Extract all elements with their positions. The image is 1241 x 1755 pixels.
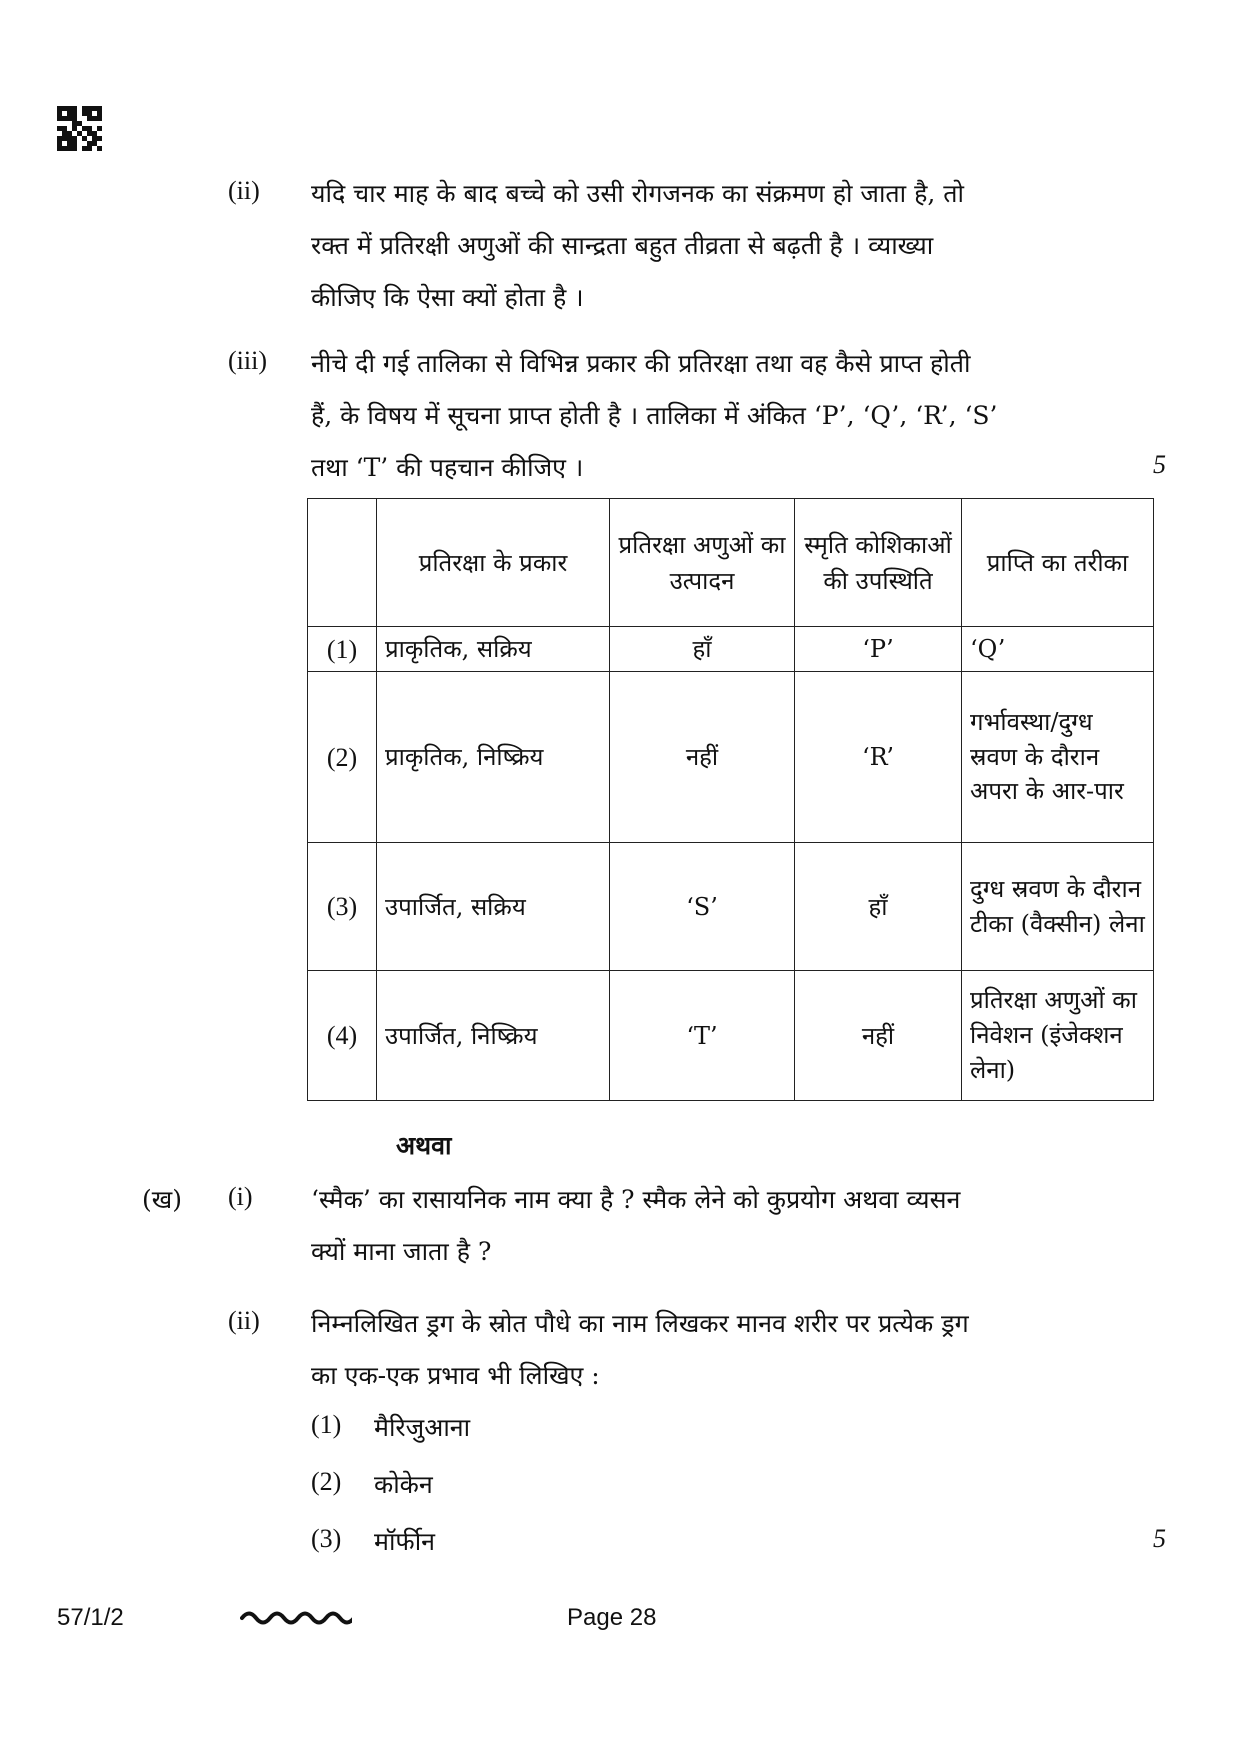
table-cell-type: उपार्जित, सक्रिय [377, 843, 610, 971]
table-cell-type: प्राकृतिक, सक्रिय [377, 627, 610, 672]
table-cell-method: ‘Q’ [962, 627, 1154, 672]
paper-code: 57/1/2 [57, 1604, 124, 1631]
question-b-ii-marks: 5 [1153, 1524, 1166, 1553]
table-cell-type: उपार्जित, निष्क्रिय [377, 971, 610, 1101]
question-b-ii-number: (ii) [228, 1306, 260, 1335]
table-cell-index: (4) [308, 971, 377, 1101]
table-cell-memory-cells: ‘R’ [795, 672, 962, 843]
qr-code [57, 106, 102, 151]
question-ii-line-1: यदि चार माह के बाद बच्चे को उसी रोगजनक का संक्रमण हो जाता है, तो [311, 179, 964, 208]
drug-item-number: (3) [311, 1524, 342, 1553]
table-cell-type: प्राकृतिक, निष्क्रिय [377, 672, 610, 843]
table-row [308, 971, 1154, 1101]
question-b-i-line-2: क्यों माना जाता है ? [311, 1237, 492, 1266]
drug-item-number: (2) [311, 1467, 342, 1496]
table-cell-antibody-production: ‘S’ [610, 843, 795, 971]
question-iii-line-1: नीचे दी गई तालिका से विभिन्न प्रकार की प्रतिरक्षा तथा वह कैसे प्राप्त होती [311, 349, 971, 378]
table-header-antibody-production: प्रतिरक्षा अणुओं का उत्पादन [610, 499, 795, 627]
question-iii-marks: 5 [1153, 450, 1166, 479]
table-cell-method: प्रतिरक्षा अणुओं का निवेशन (इंजेक्शन लेना) [962, 971, 1154, 1101]
drug-item-number: (1) [311, 1410, 342, 1439]
or-label: अथवा [396, 1131, 452, 1160]
section-b-label: (ख) [142, 1185, 182, 1214]
table-cell-index: (2) [308, 672, 377, 843]
table-cell-method: गर्भावस्था/दुग्ध स्रवण के दौरान अपरा के आर-पार [962, 672, 1154, 843]
table-row [308, 627, 1154, 672]
question-iii-line-2: हैं, के विषय में सूचना प्राप्त होती है । तालिका में अंकित ‘P’, ‘Q’, ‘R’, ‘S’ [311, 401, 998, 430]
table-cell-method: दुग्ध स्रवण के दौरान टीका (वैक्सीन) लेना [962, 843, 1154, 971]
question-b-i-number: (i) [228, 1182, 253, 1211]
drug-item-text: मैरिजुआना [374, 1413, 471, 1442]
question-iii-line-3: तथा ‘T’ की पहचान कीजिए । [311, 453, 584, 482]
table-cell-index: (1) [308, 627, 377, 672]
question-ii-line-3: कीजिए कि ऐसा क्यों होता है । [311, 283, 584, 312]
question-iii-number: (iii) [228, 346, 267, 375]
question-ii-number: (ii) [228, 176, 260, 205]
wave-divider-icon [240, 1604, 352, 1626]
table-header-index [308, 499, 377, 627]
table-cell-memory-cells: हाँ [795, 843, 962, 971]
drug-item-text: कोकेन [374, 1470, 433, 1499]
immunity-table [307, 498, 1154, 1101]
table-cell-memory-cells: ‘P’ [795, 627, 962, 672]
page-number: Page 28 [567, 1604, 657, 1631]
drug-item-text: मॉर्फीन [374, 1527, 436, 1556]
table-row [308, 843, 1154, 971]
table-cell-antibody-production: हाँ [610, 627, 795, 672]
table-header-type: प्रतिरक्षा के प्रकार [377, 499, 610, 627]
question-ii-line-2: रक्त में प्रतिरक्षी अणुओं की सान्द्रता बहुत तीव्रता से बढ़ती है । व्याख्या [311, 231, 934, 260]
table-header-method: प्राप्ति का तरीका [962, 499, 1154, 627]
table-cell-antibody-production: ‘T’ [610, 971, 795, 1101]
question-b-ii-line-1: निम्नलिखित ड्रग के स्रोत पौधे का नाम लिखकर मानव शरीर पर प्रत्येक ड्रग [311, 1309, 969, 1338]
table-cell-antibody-production: नहीं [610, 672, 795, 843]
table-cell-memory-cells: नहीं [795, 971, 962, 1101]
question-b-i-line-1: ‘स्मैक’ का रासायनिक नाम क्या है ? स्मैक लेने को कुप्रयोग अथवा व्यसन [311, 1185, 961, 1214]
question-b-ii-line-2: का एक-एक प्रभाव भी लिखिए : [311, 1361, 600, 1390]
table-header-memory-cells: स्मृति कोशिकाओं की उपस्थिति [795, 499, 962, 627]
table-cell-index: (3) [308, 843, 377, 971]
table-header-row [308, 499, 1154, 627]
table-row [308, 672, 1154, 843]
